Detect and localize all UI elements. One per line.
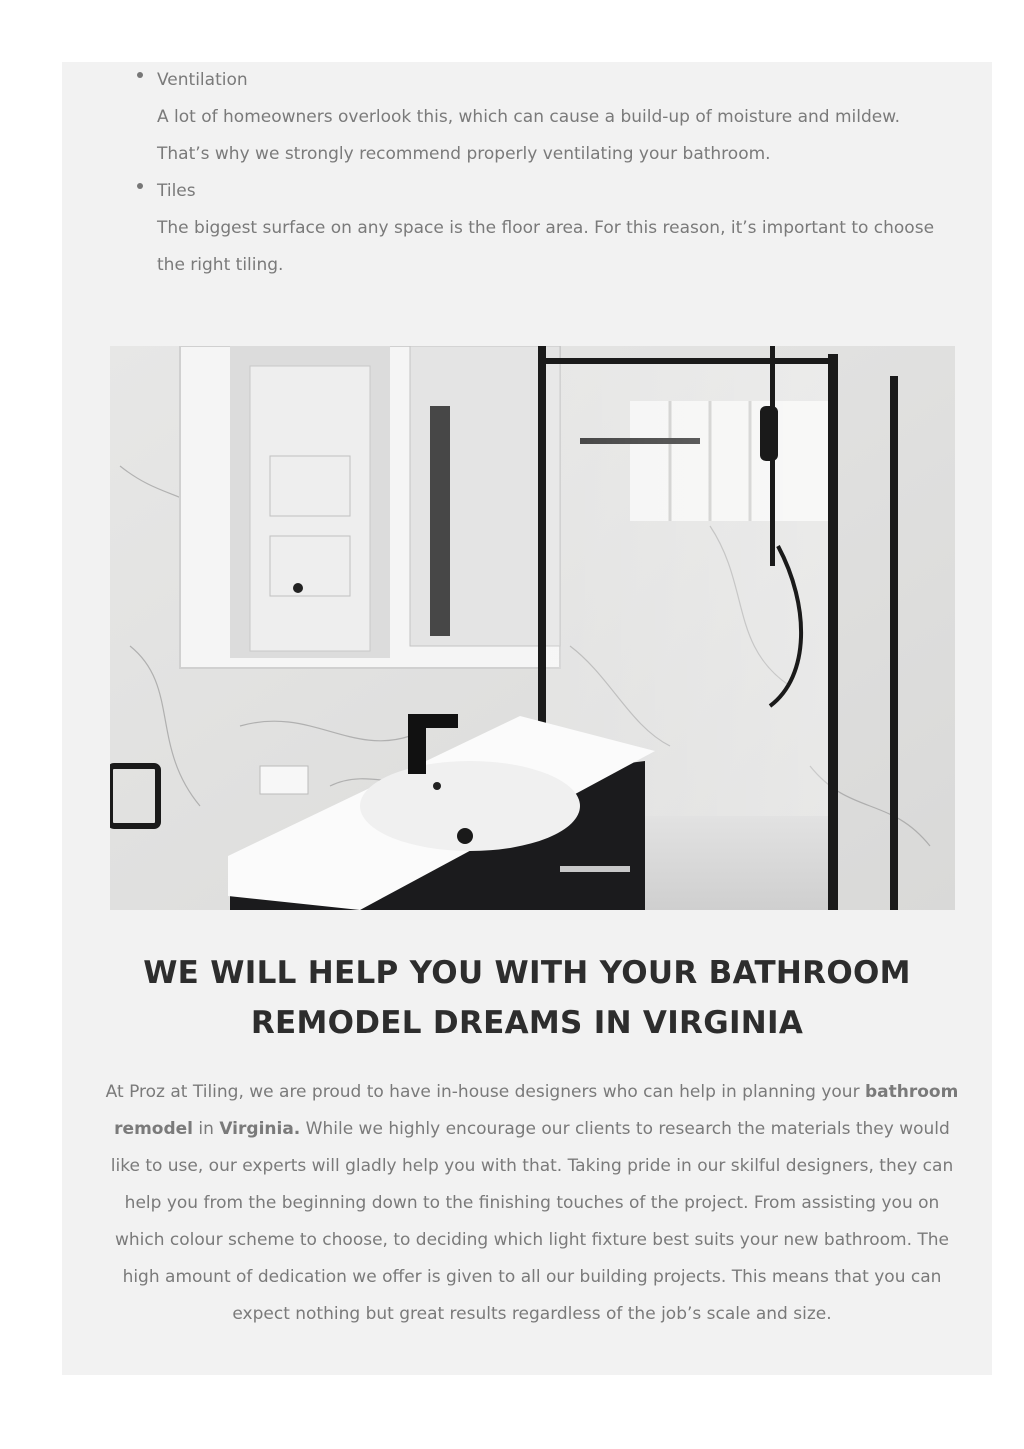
bathroom-remodel-text: bathroom remodel: [114, 1082, 959, 1139]
heading-line: REMODEL DREAMS IN VIRGINIA: [250, 1005, 804, 1041]
heading-line: WE WILL HELP YOU WITH YOUR BATHROOM: [143, 955, 911, 991]
bullet-title: Tiles: [157, 181, 196, 201]
bullet-list: [157, 62, 947, 284]
paragraph-connector: in: [193, 1119, 220, 1139]
bullet-text: The biggest surface on any space is the floor area. For this reason, it’s important to choose the right tiling.: [157, 218, 935, 275]
bullet-text: A lot of homeowners overlook this, which can cause a build-up of moisture and mildew. That’s why we strongly recommend properly ventilating your bathroom.: [157, 107, 901, 164]
virginia-text: Virginia.: [219, 1119, 301, 1139]
body-paragraph: [102, 1074, 962, 1333]
bullet-title: Ventilation: [157, 70, 248, 90]
paragraph-rest: While we highly encourage our clients to research the materials they would like to use, our experts will gladly help you with that. Taking pride in our skilful designers, they can help you from the beginning down to the finishing touches of the project. From assisting you on which colour scheme to choose, to deciding which light fixture best suits your new bathroom. The high amount of dedication we offer is given to all our building projects. This means that you can expect nothing but great results regardless of the job’s scale and size.: [110, 1119, 954, 1324]
bullet-icon: [137, 72, 143, 78]
list-item: [157, 173, 947, 284]
content-panel: [62, 62, 992, 1375]
list-item: [157, 62, 947, 173]
page-title: [102, 948, 952, 1048]
paragraph-intro: At Proz at Tiling, we are proud to have in-house designers who can help in planning your: [105, 1082, 865, 1102]
bullet-icon: [137, 183, 143, 189]
bathroom-photo: [110, 346, 955, 910]
